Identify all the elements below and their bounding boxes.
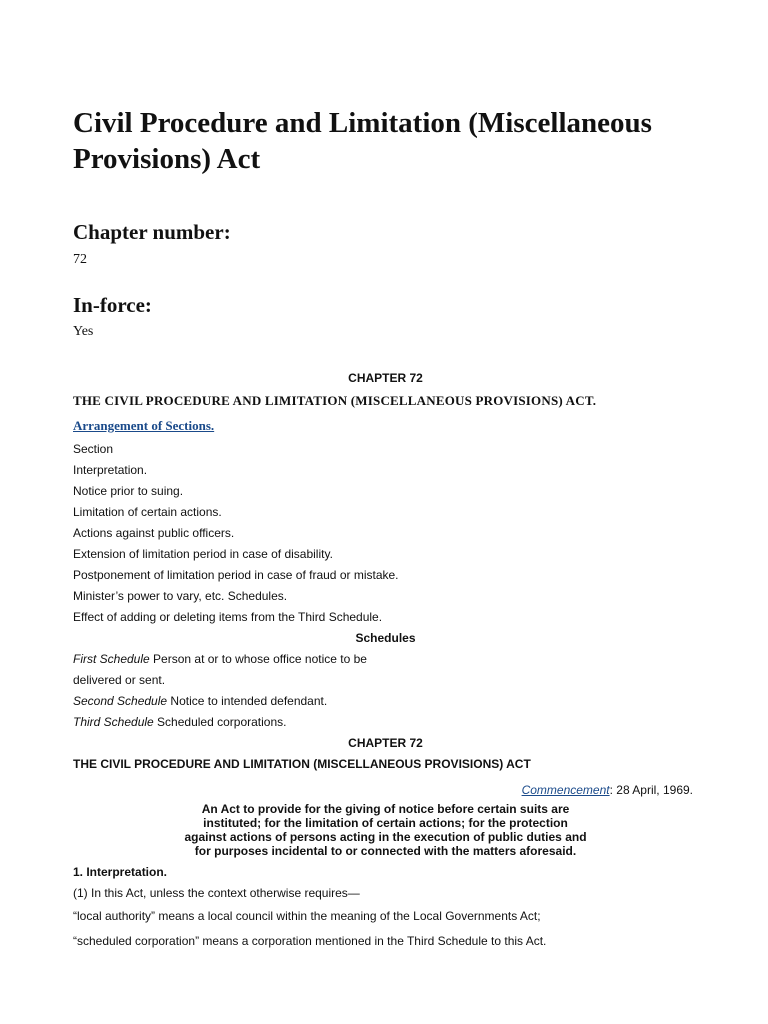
chapter-number-value: 72 [73, 252, 87, 267]
in-force-value: Yes [73, 324, 94, 339]
body-act-title: THE CIVIL PROCEDURE AND LIMITATION (MISCELLANEOUS PROVISIONS) ACT [73, 757, 531, 771]
page-title: Civil Procedure and Limitation (Miscellaneous Provisions) Act [73, 107, 652, 175]
section-heading: 1. Interpretation. [73, 865, 168, 879]
schedule-text: Scheduled corporations. [153, 715, 287, 729]
schedule-entry [73, 694, 327, 708]
arrangement-item: Postponement of limitation period in case of fraud or mistake. [73, 568, 399, 582]
schedule-entry [73, 652, 367, 666]
commencement-date: : 28 April, 1969. [609, 783, 693, 797]
schedule-text: Person at or to whose office notice to be [149, 652, 367, 666]
arrangement-item: Notice prior to suing. [73, 484, 184, 498]
body-chapter: CHAPTER 72 [348, 736, 423, 750]
commencement-line [522, 783, 693, 797]
in-force-label: In-force: [73, 293, 152, 317]
chapter-number-label: Chapter number: [73, 220, 231, 244]
schedules-heading: Schedules [355, 631, 416, 645]
body-paragraph: (1) In this Act, unless the context otherwise requires— [73, 886, 360, 900]
schedule-name: Third Schedule [73, 715, 154, 729]
commencement-link[interactable]: Commencement [521, 783, 610, 797]
header-act-title: THE CIVIL PROCEDURE AND LIMITATION (MISCELLANEOUS PROVISIONS) ACT. [73, 393, 597, 408]
schedule-entry [73, 715, 286, 729]
arrangement-item: Extension of limitation period in case of disability. [73, 547, 333, 561]
schedule-entry [73, 673, 165, 687]
arrangement-item: Minister’s power to vary, etc. Schedules. [73, 589, 288, 603]
arrangement-item: Limitation of certain actions. [73, 505, 222, 519]
preamble-line: against actions of persons acting in the execution of public duties and [184, 830, 587, 844]
header-chapter: CHAPTER 72 [348, 371, 423, 385]
schedule-text: delivered or sent. [73, 673, 166, 687]
act-preamble [73, 802, 698, 858]
schedule-text: Notice to intended defendant. [167, 694, 328, 708]
preamble-line: An Act to provide for the giving of notice before certain suits are [201, 802, 570, 816]
arrangement-of-sections-link[interactable]: Arrangement of Sections. [73, 418, 215, 433]
body-paragraph: “scheduled corporation” means a corporation mentioned in the Third Schedule to this Act. [73, 934, 547, 948]
arrangement-item: Interpretation. [73, 463, 148, 477]
schedule-name: First Schedule [73, 652, 150, 666]
body-paragraph: “local authority” means a local council within the meaning of the Local Governments Act; [73, 909, 541, 923]
preamble-line: for purposes incidental to or connected with the matters aforesaid. [194, 844, 577, 858]
schedule-name: Second Schedule [73, 694, 168, 708]
arrangement-item: Section [73, 442, 114, 456]
arrangement-item: Effect of adding or deleting items from the Third Schedule. [73, 610, 383, 624]
arrangement-item: Actions against public officers. [73, 526, 235, 540]
preamble-line: instituted; for the limitation of certain actions; for the protection [203, 816, 568, 830]
